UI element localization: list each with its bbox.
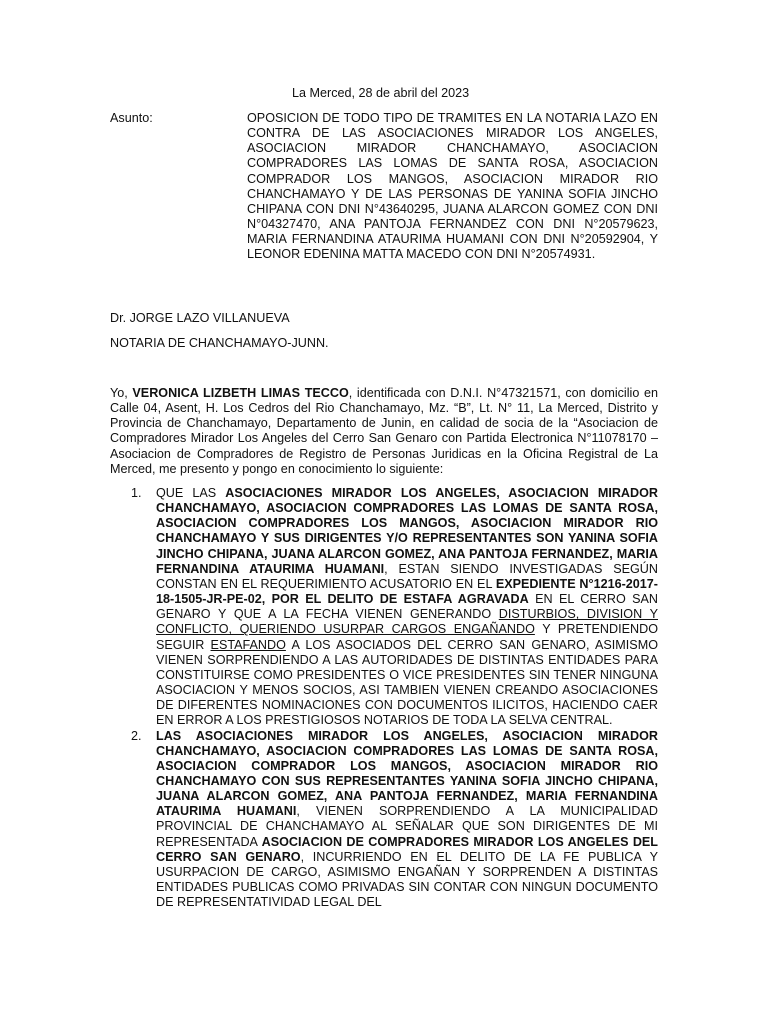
item1-underline-2: ESTAFANDO (210, 637, 286, 652)
signatory-name: VERONICA LIZBETH LIMAS TECCO (132, 386, 349, 400)
intro-yo: Yo, (110, 386, 128, 400)
subject-label: Asunto: (110, 111, 153, 125)
item2-bold-association: ASOCIACION DE COMPRADORES MIRADOR LOS ANGELES DEL CERRO SAN GENARO (156, 834, 659, 864)
subject-text: OPOSICION DE TODO TIPO DE TRAMITES EN LA NOTARIA LAZO EN CONTRA DE LAS ASOCIACIONES MIRADOR LOS ANGELES, ASOCIACION MIRADOR CHANCHAMAYO, ASOCIACION COMPRADORES LAS LOMAS DE SANTA ROSA, ASOCIACION COMPRADOR LOS MANGOS, ASOCIACION MIRADOR RIO CHANCHAMAYO Y DE LAS PERSONAS DE YANINA SOFIA JINCHO CHIPANA CON DNI N°43640295, JUANA ALARCON GOMEZ CON DNI N°04327470, ANA PANTOJA FERNANDEZ CON DNI N°20579623, MARIA FERNANDINA ATAURIMA HUAMANI CON DNI N°20592904, Y LEONOR EDENINA MATTA MACEDO CON DNI N°20574931. (247, 111, 658, 262)
item1-text-3: EN EL CERRO SAN GENARO Y QUE A LA FECHA VIENEN GENERANDO (156, 592, 658, 622)
intro-paragraph (110, 386, 658, 477)
list-item-number: 1. (131, 486, 142, 500)
list-item (110, 486, 658, 729)
item2-text-2: , INCURRIENDO EN EL DELITO DE LA FE PUBLICA Y USURPACION DE CARGO, ASIMISMO ENGAÑAN Y SORPRENDEN A DISTINTAS ENTIDADES PUBLICAS COMO PRIVADAS SIN CONTAR CON NINGUN DOCUMENTO DE REPRESENTATIVIDAD LEGAL DEL (156, 849, 659, 910)
intro-rest: , identificada con D.N.I. N°47321571, con domicilio en Calle 04, Asent, H. Los Cedros del Rio Chanchamayo, Mz. “B”, Lt. N° 11, La Merced, Distrito y Provincia de Chanchamayo, Departamento de Junin, en calidad de socia de la “Asociacion de Compradores Mirador Los Angeles del Cerro San Genaro con Partida Electronica N°11078170 – Asociacion de Compradores de Registro de Personas Juridicas en la Oficina Registral de La Merced, me presento y pongo en conocimiento lo siguiente: (110, 386, 658, 476)
item1-text-4: Y PRETENDIENDO SEGUIR (156, 622, 658, 652)
item1-text-1: QUE LAS (156, 486, 217, 500)
list-item (110, 729, 658, 911)
letter-date: La Merced, 28 de abril del 2023 (292, 86, 470, 100)
item1-bold-expediente: EXPEDIENTE N°1216-2017-18-1505-JR-PE-02, POR EL DELITO DE ESTAFA AGRAVADA (156, 576, 658, 607)
item2-text-1: , VIENEN SORPRENDIENDO A LA MUNICIPALIDAD PROVINCIAL DE CHANCHAMAYO AL SEÑALAR QUE SON DIRIGENTES DE MI REPRESENTADA (156, 804, 659, 849)
item1-text-2: , ESTAN SIENDO INVESTIGADAS SEGÚN CONSTAN EN EL REQUERIMIENTO ACUSATORIO EN EL (156, 561, 658, 591)
addressee-office: NOTARIA DE CHANCHAMAYO-JUNN. (110, 336, 329, 350)
item2-bold-associations: LAS ASOCIACIONES MIRADOR LOS ANGELES, ASOCIACION MIRADOR CHANCHAMAYO, ASOCIACION COMPRADORES LAS LOMAS DE SANTA ROSA, ASOCIACION COMPRADOR LOS MANGOS, ASOCIACION MIRADOR RIO CHANCHAMAYO CON SUS REPRESENTANTES YANINA SOFIA JINCHO CHIPANA, JUANA ALARCON GOMEZ, ANA PANTOJA FERNANDEZ, MARIA FERNANDINA ATAURIMA HUAMANI (156, 728, 658, 819)
list-item-number: 2. (131, 728, 142, 743)
numbered-list (110, 486, 658, 910)
item1-underline-1: DISTURBIOS, DIVISION Y CONFLICTO, QUERIENDO USURPAR CARGOS ENGAÑANDO (156, 607, 659, 637)
item1-bold-associations: ASOCIACIONES MIRADOR LOS ANGELES, ASOCIACION MIRADOR CHANCHAMAYO, ASOCIACION COMPRADORES LAS LOMAS DE SANTA ROSA, ASOCIACION COMPRADORES LOS MANGOS, ASOCIACION MIRADOR RIO CHANCHAMAYO Y SUS DIRIGENTES Y/O REPRESENTANTES SON YANINA SOFIA JINCHO CHIPANA, JUANA ALARCON GOMEZ, ANA PANTOJA FERNANDEZ, MARIA FERNANDINA ATAURIMA HUAMANI (156, 486, 658, 576)
item1-text-5: A LOS ASOCIADOS DEL CERRO SAN GENARO, ASIMISMO VIENEN SORPRENDIENDO A LAS AUTORIDADES DE DISTINTAS ENTIDADES PARA CONSTITUIRSE COMO PRESIDENTES O VICE PRESIDENTES SIN TENER NINGUNA ASOCIACION Y MENOS SOCIOS, ASI TAMBIEN VIENEN CREANDO ASOCIACIONES DE DIFERENTES NOMINACIONES CON DOCUMENTOS ILICITOS, HACIENDO CAER EN ERROR A LOS PRESTIGIOSOS NOTARIOS DE TODA LA SELVA CENTRAL. (156, 637, 658, 728)
addressee-name: Dr. JORGE LAZO VILLANUEVA (110, 311, 290, 325)
